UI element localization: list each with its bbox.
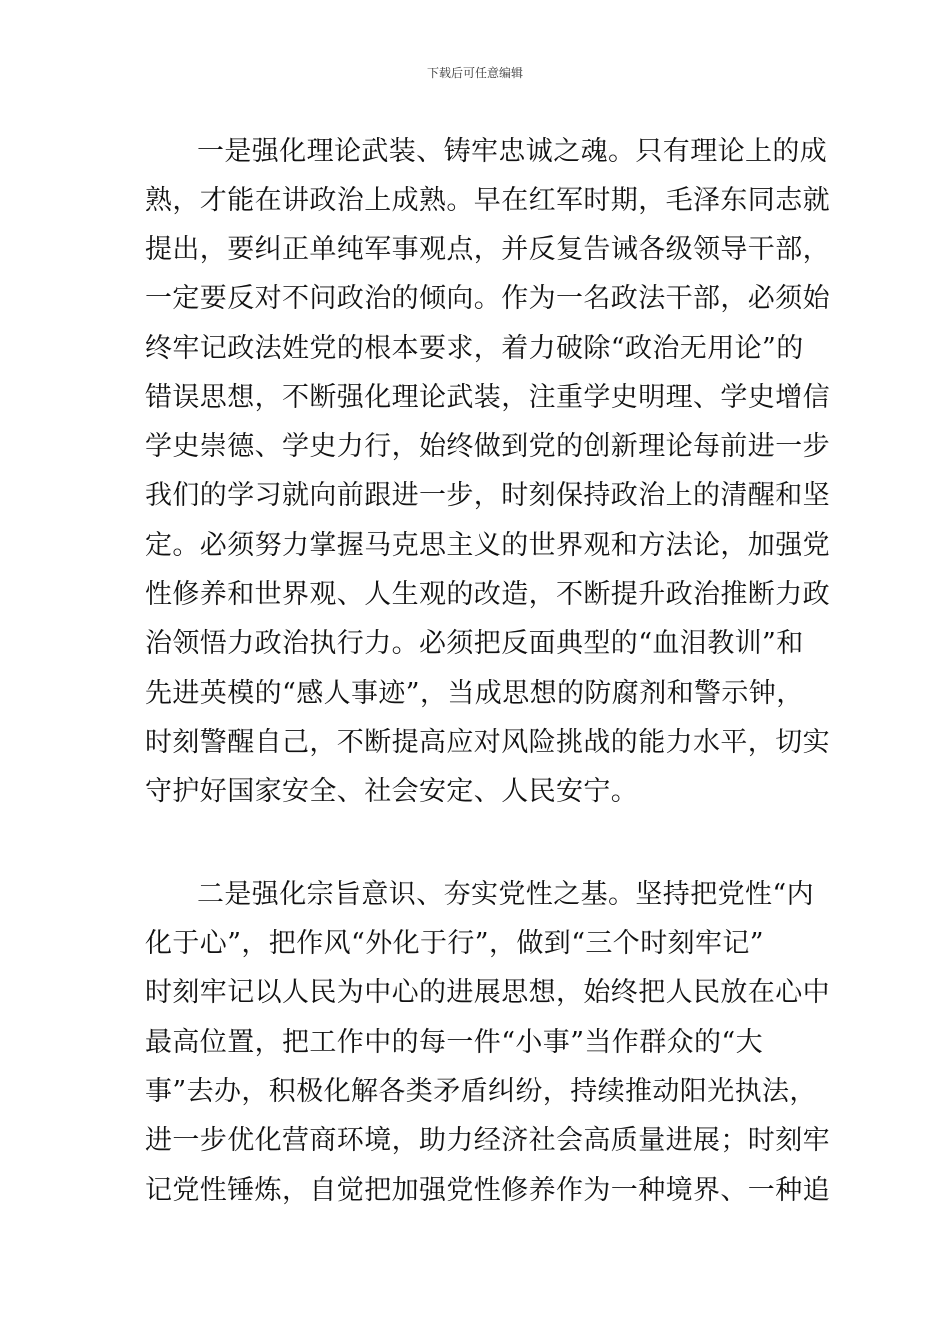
paragraph-1-line-9: 定。必须努力掌握马克思主义的世界观和方法论，加强党: [145, 530, 830, 561]
paragraph-2-line-5: 事”去办，积极化解各类矛盾纠纷，持续推动阳光执法，: [145, 1076, 817, 1107]
page-header: 下载后可任意编辑: [426, 66, 523, 80]
paragraph-2-line-4: 最高位置，把工作中的每一件“小事”当作群众的“大: [145, 1027, 764, 1058]
paragraph-1-line-2: 熟，才能在讲政治上成熟。早在红军时期，毛泽东同志就: [145, 185, 830, 216]
paragraph-2-line-3: 时刻牢记以人民为中心的进展思想，始终把人民放在心中: [145, 977, 830, 1008]
paragraph-1-line-1: 一是强化理论武装、铸牢忠诚之魂。只有理论上的成: [197, 136, 828, 167]
paragraph-1-line-12: 先进英模的“感人事迹”，当成思想的防腐剂和警示钟，: [145, 678, 804, 709]
paragraph-1-line-7: 学史崇德、学史力行，始终做到党的创新理论每前进一步: [145, 431, 830, 462]
paragraph-1-line-8: 我们的学习就向前跟进一步，时刻保持政治上的清醒和坚: [145, 480, 830, 511]
paragraph-2-line-1: 二是强化宗旨意识、夯实党性之基。坚持把党性“内: [197, 879, 815, 910]
paragraph-1-line-4: 一定要反对不问政治的倾向。作为一名政法干部，必须始: [145, 283, 830, 314]
paragraph-1-line-11: 治领悟力政治执行力。必须把反面典型的“血泪教训”和: [145, 628, 804, 659]
paragraph-1-line-5: 终牢记政法姓党的根本要求，着力破除“政治无用论”的: [145, 333, 804, 364]
paragraph-1-line-14: 守护好国家安全、社会安定、人民安宁。: [145, 776, 639, 807]
paragraph-1-line-13: 时刻警醒自己，不断提高应对风险挑战的能力水平，切实: [145, 727, 830, 758]
paragraph-1-line-10: 性修养和世界观、人生观的改造，不断提升政治推断力政: [145, 579, 830, 610]
paragraph-1-line-3: 提出，要纠正单纯军事观点，并反复告诫各级领导干部，: [145, 234, 830, 265]
paragraph-2-line-6: 进一步优化营商环境，助力经济社会高质量进展；时刻牢: [145, 1125, 830, 1156]
paragraph-2-line-2: 化于心”，把作风“外化于行”，做到“三个时刻牢记”: [145, 928, 765, 959]
paragraph-2-line-7: 记党性锤炼，自觉把加强党性修养作为一种境界、一种追: [145, 1175, 830, 1206]
paragraph-1-line-6: 错误思想，不断强化理论武装，注重学史明理、学史增信: [145, 382, 830, 413]
